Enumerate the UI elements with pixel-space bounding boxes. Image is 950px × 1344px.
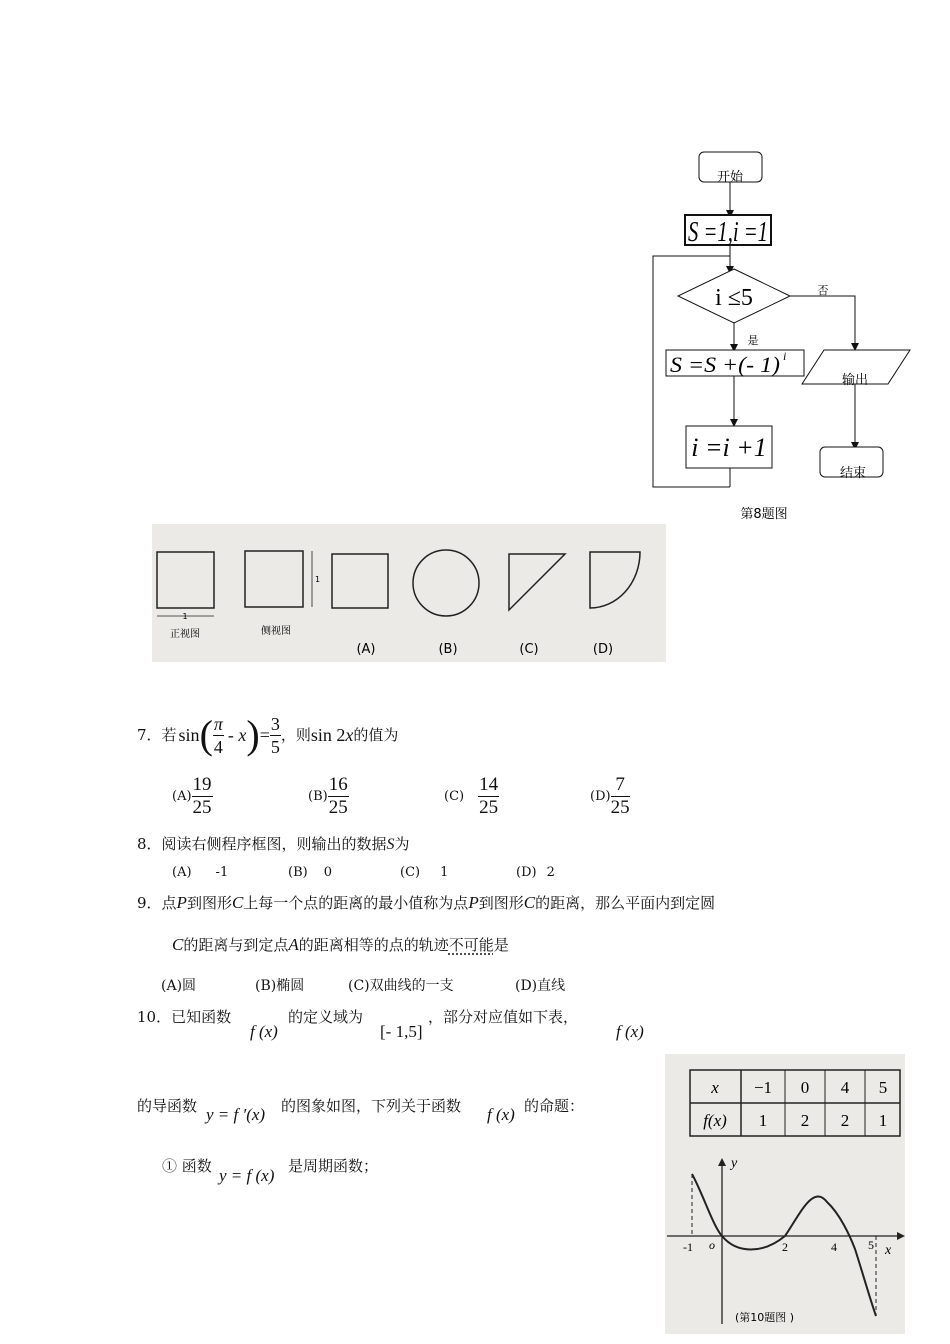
side-dim: 1 (315, 575, 321, 584)
front-dim: 1 (182, 612, 188, 621)
option-c-label: (C) (519, 642, 539, 657)
question-7-stem: 7．若 sin ( $\frac{\pi}{4}$ - x ) = $\frac{3}{5}$ ，则 sin 2 x 的值为 (137, 712, 399, 757)
q9-option-d[interactable]: (D)直线 (515, 978, 566, 994)
views-figure (152, 524, 666, 662)
option-d-label: (D) (592, 642, 614, 657)
tick-4: 4 (831, 1240, 837, 1254)
q7-tail-pre: ，则 (280, 726, 311, 744)
q9-option-a[interactable]: (A)圆 (161, 978, 197, 994)
q10-p6: 的命题： (524, 1097, 585, 1115)
option-a-square (332, 554, 388, 608)
q8-option-c[interactable]: (C) 1 (400, 865, 449, 880)
init-label: S =1,i =1 (688, 217, 768, 248)
tick-origin: o (709, 1238, 715, 1252)
q10-deriv: y = f ′(x) (206, 1105, 266, 1124)
svg-text:0: 0 (800, 1078, 810, 1097)
q10-p2: 的定义域为 (288, 1008, 364, 1026)
q8-option-b[interactable]: (B) 0 (288, 865, 332, 880)
question-8-stem: 8．阅读右侧程序框图，则输出的数据S为 (137, 835, 410, 853)
start-label: 开始 (716, 170, 744, 185)
q7-eq: = (259, 725, 270, 745)
q7-minus-x: - x (227, 725, 247, 745)
svg-text:1: 1 (758, 1111, 768, 1130)
value-table (690, 1070, 900, 1136)
no-label: 否 (817, 284, 829, 297)
side-view-label: 侧视图 (261, 626, 291, 637)
question-9-stem-line2: C的距离与到定点A的距离相等的点的轨迹不可能是 (172, 935, 509, 954)
yes-label: 是 (747, 334, 759, 347)
figure-10 (665, 1054, 905, 1334)
tick-neg1: -1 (683, 1240, 693, 1254)
front-view-label: 正视图 (170, 629, 200, 640)
q9-option-c[interactable]: (C)双曲线的一支 (348, 978, 454, 994)
q7-sin2: sin 2 (310, 725, 346, 745)
condition-label: i ≤5 (715, 285, 753, 311)
question-9-stem-line1: 9．点P到图形C上每一个点的距离的最小值称为点P到图形C的距离，那么平面内到定圆 (137, 893, 716, 912)
end-label: 结束 (839, 466, 867, 481)
q7-tail-post: 的值为 (353, 726, 399, 744)
q7-sin: sin (178, 725, 200, 745)
svg-text:4: 4 (840, 1078, 850, 1097)
svg-text:2: 2 (800, 1111, 810, 1130)
tick-2: 2 (782, 1240, 788, 1254)
q10-p3: ，部分对应值如下表， (428, 1008, 579, 1026)
q10-fx3: f (x) (487, 1105, 515, 1124)
svg-text:5: 5 (878, 1078, 888, 1097)
front-view-square (157, 552, 214, 608)
svg-text:2: 2 (840, 1111, 850, 1130)
q7-option-d[interactable]: (D) $\frac{7}{25}$ (590, 774, 630, 818)
q10-item1-eq: y = f (x) (219, 1166, 275, 1185)
svg-text:1: 1 (878, 1111, 888, 1130)
q8-option-d[interactable]: (D) 2 (516, 865, 555, 880)
table-head-x: x (711, 1078, 719, 1097)
tick-5: 5 (868, 1238, 874, 1252)
option-b-circle (413, 550, 479, 616)
q7-option-b[interactable]: (B) $\frac{16}{25}$ (308, 774, 348, 818)
q10-p5: 的图象如图，下列关于函数 (281, 1097, 462, 1115)
flowchart-caption: 第8题图 (740, 507, 788, 522)
side-view-square (245, 551, 303, 607)
update-s-label: S =S +(- 1) (670, 352, 780, 377)
option-c-triangle (509, 554, 565, 610)
q7-rhs-fraction: $\frac{3}{5}$ (270, 713, 280, 757)
q10-fx: f (x) (250, 1022, 278, 1041)
q10-fx2: f (x) (616, 1022, 644, 1041)
q10-domain: [- 1,5] (380, 1022, 423, 1041)
q10-p1: 10．已知函数 (137, 1008, 232, 1026)
q7-angle-fraction: $\frac{\pi}{4}$ (213, 713, 223, 757)
output-label: 输出 (841, 373, 869, 388)
flowchart (640, 140, 930, 540)
option-d-quarter (590, 552, 640, 608)
q7-number: 7．若 (137, 726, 177, 744)
q9-emphasis: 不可能 (448, 936, 494, 954)
q8-option-a[interactable]: (A) -1 (172, 865, 229, 880)
q7-option-a[interactable]: (A) $\frac{19}{25}$ (172, 774, 212, 818)
x-axis-label: x (885, 1243, 892, 1258)
q10-item1-post: 是周期函数； (288, 1157, 379, 1175)
q10-p4: 的导函数 (137, 1097, 198, 1115)
q7-option-c[interactable]: (C) $\frac{14}{25}$ (444, 774, 499, 818)
q10-item1-pre: ① 函数 (162, 1157, 212, 1175)
option-b-label: (B) (438, 642, 458, 657)
update-i-label: i =i +1 (691, 433, 767, 462)
svg-text:−1: −1 (753, 1078, 773, 1097)
table-row-fx: f(x) (703, 1111, 727, 1130)
q7-x: x (345, 725, 354, 745)
figure-10-caption: (第10题图 ) (735, 1311, 795, 1324)
y-axis-label: y (731, 1156, 738, 1171)
option-a-label: (A) (356, 642, 376, 657)
update-s-exponent: i (783, 349, 787, 363)
q9-option-b[interactable]: (B)椭圆 (255, 978, 305, 994)
